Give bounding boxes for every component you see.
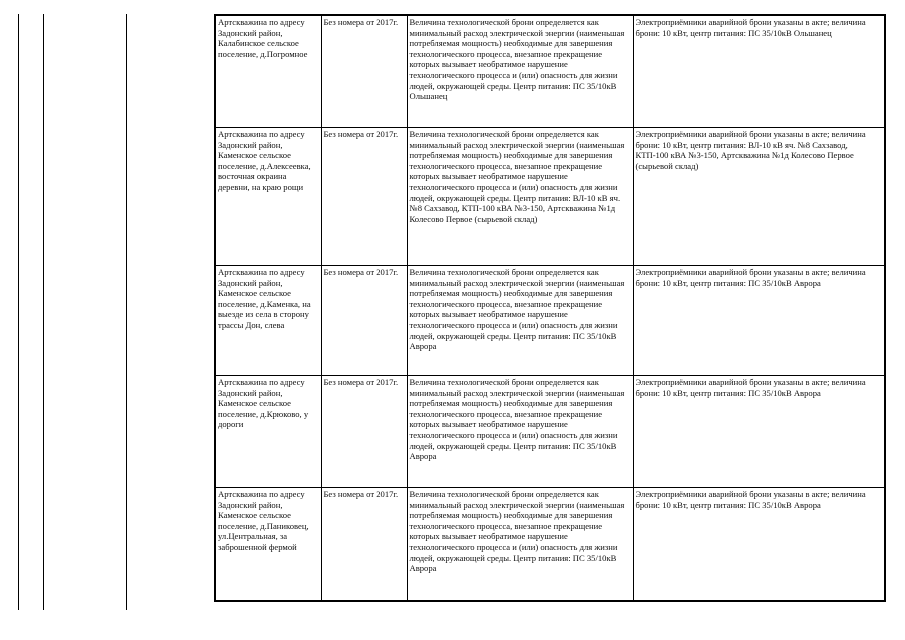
description-cell: Величина технологической брони определяется как минимальный расход электрической энергии (наименьшая потребляемая мощность) необходимые для завершения технологического процесса, внезапное прекращение которых вызывает необратимое нарушение технологического процесса и (или) опасность для жизни людей, окружающей среды. Центр питания: ВЛ-10 кВ яч. №8 Сахзавод, КТП-100 кВА №3-150, Артскважина №1д Колесово Первое (сырьевой склад) bbox=[407, 128, 633, 266]
description-cell: Величина технологической брони определяется как минимальный расход электрической энергии (наименьшая потребляемая мощность) необходимые для завершения технологического процесса, внезапное прекращение которых вызывает необратимое нарушение технологического процесса и (или) опасность для жизни людей, окружающей среды. Центр питания: ПС 35/10кВ Аврора bbox=[407, 376, 633, 488]
description-cell: Величина технологической брони определяется как минимальный расход электрической энергии (наименьшая потребляемая мощность) необходимые для завершения технологического процесса, внезапное прекращение которых вызывает необратимое нарушение технологического процесса и (или) опасность для жизни людей, окружающей среды. Центр питания: ПС 35/10кВ Аврора bbox=[407, 266, 633, 376]
act-number-cell: Без номера от 2017г. bbox=[321, 128, 407, 266]
act-number-cell: Без номера от 2017г. bbox=[321, 15, 407, 128]
receivers-cell: Электроприёмники аварийной брони указаны в акте; величина брони: 10 кВт, центр питания: ВЛ-10 кВ яч. №8 Сахзавод, КТП-100 кВА №3-150, Артскважина №1д Колесово Первое (сырьевой склад) bbox=[633, 128, 885, 266]
table-row bbox=[215, 15, 885, 128]
emergency-reserve-table bbox=[214, 14, 886, 602]
object-address-cell: Артскважина по адресу Задонский район, Каменское сельское поселение, д.Алексеевка, восточная окраина деревни, на краю рощи bbox=[215, 128, 321, 266]
table-row bbox=[215, 488, 885, 602]
receivers-cell: Электроприёмники аварийной брони указаны в акте; величина брони: 10 кВт, центр питания: ПС 35/10кВ Ольшанец bbox=[633, 15, 885, 128]
act-number-cell: Без номера от 2017г. bbox=[321, 266, 407, 376]
object-address-cell: Артскважина по адресу Задонский район, Каменское сельское поселение, д.Крюково, у дороги bbox=[215, 376, 321, 488]
receivers-cell: Электроприёмники аварийной брони указаны в акте; величина брони: 10 кВт, центр питания: ПС 35/10кВ Аврора bbox=[633, 376, 885, 488]
description-cell: Величина технологической брони определяется как минимальный расход электрической энергии (наименьшая потребляемая мощность) необходимые для завершения технологического процесса, внезапное прекращение которых вызывает необратимое нарушение технологического процесса и (или) опасность для жизни людей, окружающей среды. Центр питания: ПС 35/10кВ Ольшанец bbox=[407, 15, 633, 128]
receivers-cell: Электроприёмники аварийной брони указаны в акте; величина брони: 10 кВт, центр питания: ПС 35/10кВ Аврора bbox=[633, 488, 885, 602]
object-address-cell: Артскважина по адресу Задонский район, Калабинское сельское поселение, д.Погромное bbox=[215, 15, 321, 128]
description-cell: Величина технологической брони определяется как минимальный расход электрической энергии (наименьшая потребляемая мощность) необходимые для завершения технологического процесса, внезапное прекращение которых вызывает необратимое нарушение технологического процесса и (или) опасность для жизни людей, окружающей среды. Центр питания: ПС 35/10кВ Аврора bbox=[407, 488, 633, 602]
object-address-cell: Артскважина по адресу Задонский район, Каменское сельское поселение, д.Паниковец, ул.Центральная, за заброшенной фермой bbox=[215, 488, 321, 602]
margin-rule-2 bbox=[43, 14, 44, 610]
object-address-cell: Артскважина по адресу Задонский район, Каменское сельское поселение, д.Каменка, на выезде из села в сторону трассы Дон, слева bbox=[215, 266, 321, 376]
table-row bbox=[215, 128, 885, 266]
table-row bbox=[215, 376, 885, 488]
receivers-cell: Электроприёмники аварийной брони указаны в акте; величина брони: 10 кВт, центр питания: ПС 35/10кВ Аврора bbox=[633, 266, 885, 376]
act-number-cell: Без номера от 2017г. bbox=[321, 488, 407, 602]
table-row bbox=[215, 266, 885, 376]
margin-rule-3 bbox=[126, 14, 127, 610]
act-number-cell: Без номера от 2017г. bbox=[321, 376, 407, 488]
margin-rule-1 bbox=[18, 14, 19, 610]
